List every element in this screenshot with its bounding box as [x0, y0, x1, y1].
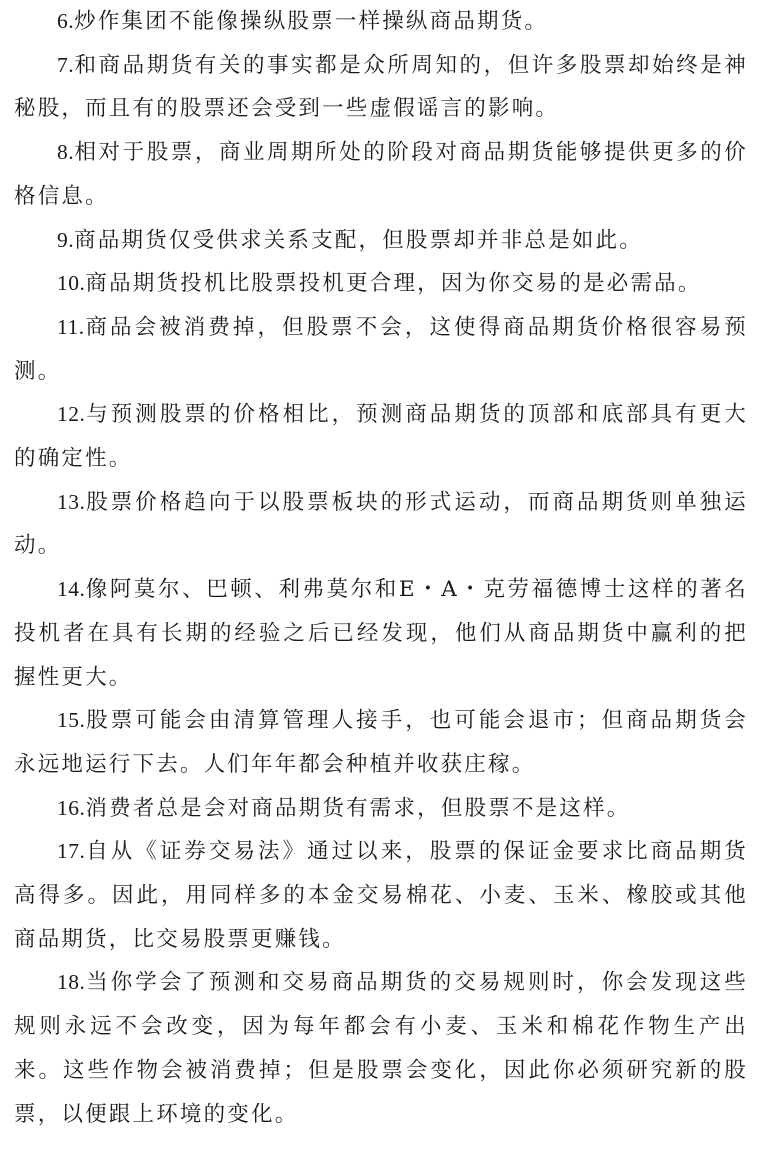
item-text: 与预测股票的价格相比，预测商品期货的顶部和底部具有更大的确定性。	[14, 402, 748, 472]
list-item-6	[14, 0, 748, 44]
list-item-17	[14, 830, 748, 961]
item-text: 相对于股票，商业周期所处的阶段对商品期货能够提供更多的价格信息。	[14, 140, 748, 209]
item-text: 股票价格趋向于以股票板块的形式运动，而商品期货则单独运动。	[14, 489, 748, 559]
item-number: 14.	[57, 577, 86, 602]
list-item-13	[14, 481, 748, 568]
item-number: 11.	[57, 314, 85, 339]
list-item-9	[14, 219, 748, 263]
item-number: 18.	[57, 970, 86, 995]
list-item-8	[14, 131, 748, 218]
item-number: 13.	[57, 489, 86, 514]
list-item-11	[14, 306, 748, 393]
item-text: 商品期货投机比股票投机更合理，因为你交易的是必需品。	[85, 271, 702, 297]
item-number: 15.	[57, 708, 86, 733]
item-number: 16.	[57, 795, 86, 820]
list-item-14	[14, 568, 748, 699]
list-item-12	[14, 393, 748, 480]
list-item-10	[14, 262, 748, 306]
item-text: 商品期货仅受供求关系支配，但股票却并非总是如此。	[74, 227, 643, 253]
list-item-7	[14, 44, 748, 131]
item-text: 自从《证券交易法》通过以来，股票的保证金要求比商品期货高得多。因此，用同样多的本金交易棉花、小麦、玉米、橡胶或其他商品期货，比交易股票更赚钱。	[14, 839, 748, 952]
list-item-15	[14, 699, 748, 786]
item-text: 像阿莫尔、巴顿、利弗莫尔和E・A・克劳福德博士这样的著名投机者在具有长期的经验之后已经发现，他们从商品期货中赢利的把握性更大。	[14, 577, 748, 690]
item-number: 10.	[57, 271, 86, 296]
item-text: 股票可能会由清算管理人接手，也可能会退市；但商品期货会永远地运行下去。人们年年都会种植并收获庄稼。	[14, 708, 748, 777]
item-number: 7.	[57, 52, 75, 77]
item-number: 9.	[57, 227, 75, 252]
item-number: 12.	[57, 402, 86, 427]
item-text: 消费者总是会对商品期货有需求，但股票不是这样。	[85, 795, 631, 821]
list-item-18	[14, 961, 748, 1136]
item-text: 炒作集团不能像操纵股票一样操纵商品期货。	[74, 9, 549, 34]
item-text: 商品会被消费掉，但股票不会，这使得商品期货价格很容易预测。	[14, 314, 748, 384]
list-item-16	[14, 787, 748, 831]
item-text: 当你学会了预测和交易商品期货的交易规则时，你会发现这些规则永远不会改变，因为每年都会有小麦、玉米和棉花作物生产出来。这些作物会被消费掉；但是股票会变化，因此你必须研究新的股票，以便跟上环境的变化。	[14, 970, 748, 1127]
item-number: 8.	[57, 140, 75, 165]
item-number: 17.	[57, 839, 86, 864]
item-text: 和商品期货有关的事实都是众所周知的，但许多股票却始终是神秘股，而且有的股票还会受到一些虚假谣言的影响。	[14, 52, 748, 122]
document-page	[14, 0, 748, 1159]
item-number: 6.	[57, 9, 75, 33]
